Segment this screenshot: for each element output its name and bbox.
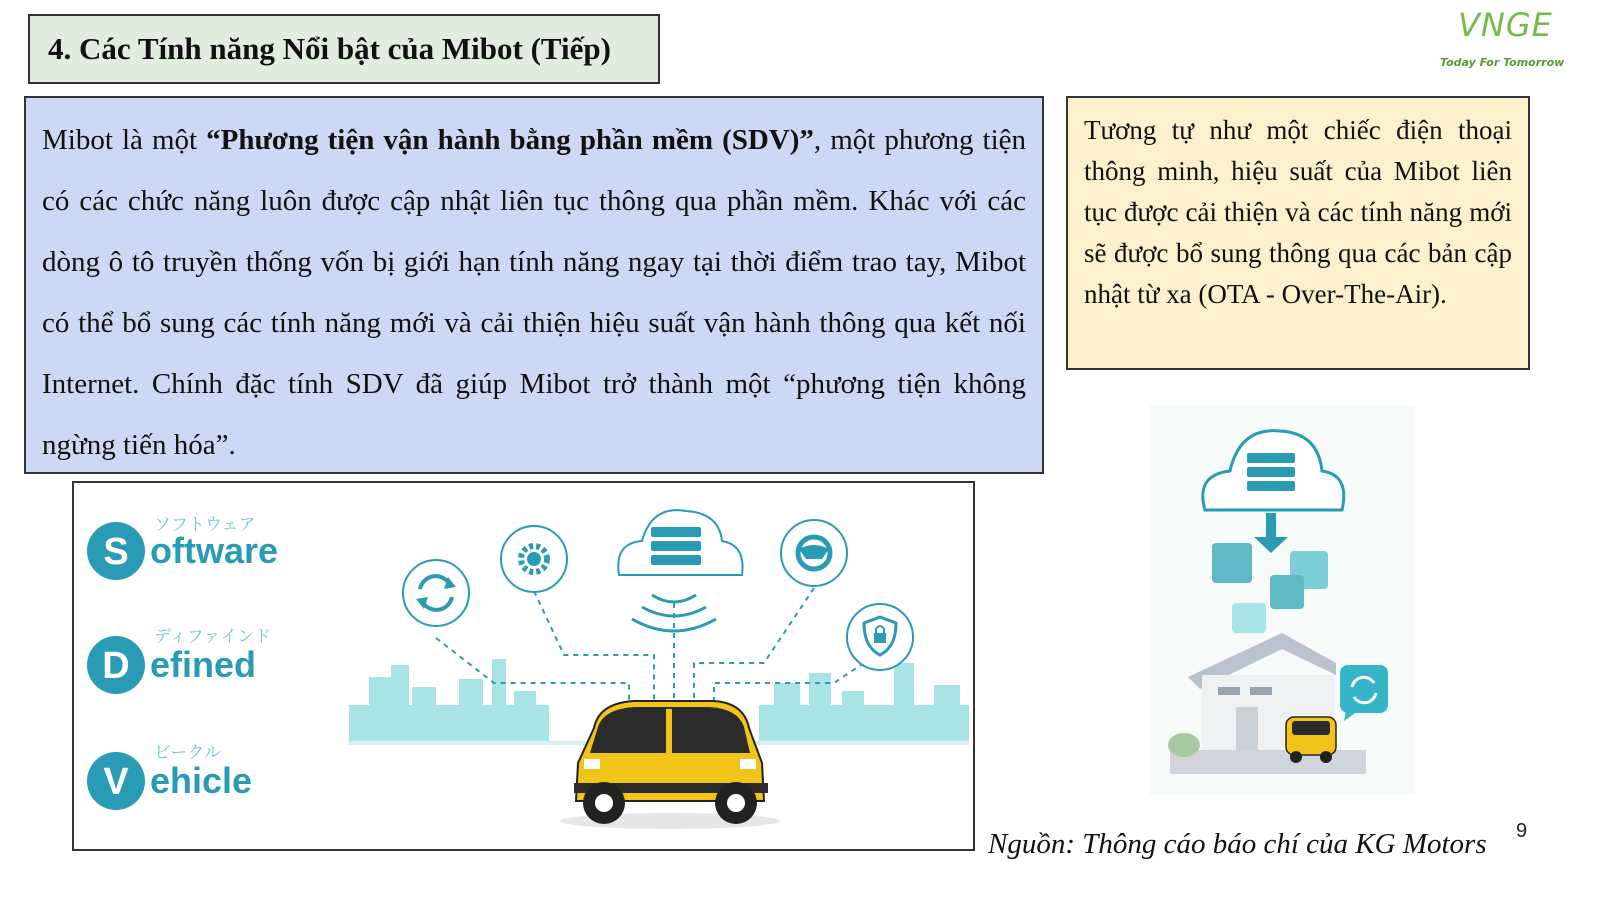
mibot-car [560, 701, 780, 829]
steering-wheel-icon [781, 520, 847, 586]
svg-text:ソフトウェア: ソフトウェア [154, 515, 256, 535]
ota-paragraph: Tương tự như một chiếc điện thoại thông minh, hiệu suất của Mibot liên tục được cải thiện và các tính năng mới sẽ được bổ sung thông qua các bản cập nhật từ xa (OTA - Over-The-Air). [1084, 115, 1512, 309]
sdv-illustration [72, 481, 975, 851]
gear-icon [501, 526, 567, 592]
svg-text:ehicle: ehicle [150, 760, 253, 801]
ota-illustration [1150, 405, 1415, 795]
sdv-word-defined [87, 627, 271, 694]
sdv-highlight: “Phương tiện vận hành bằng phần mềm (SDV)” [206, 124, 814, 156]
source-caption: Nguồn: Thông cáo báo chí của KG Motors [988, 828, 1487, 860]
slide-title: 4. Các Tính năng Nổi bật của Mibot (Tiếp) [48, 31, 611, 66]
sync-icon [403, 560, 469, 626]
main-paragraph: Mibot là một “Phương tiện vận hành bằng phần mềm (SDV)”, một phương tiện có các chức năng luôn được cập nhật liên tục thông qua phần mềm. Khác với các dòng ô tô truyền thống vốn bị giới hạn tính năng ngay tại thời điểm trao tay, Mibot có thể bổ sung các tính năng mới và cải thiện hiệu suất vận hành thông qua kết nối Internet. Chính đặc tính SDV đã giúp Mibot trở thành một “phương tiện không ngừng tiến hóa”. [42, 124, 1026, 461]
svg-text:S: S [103, 531, 129, 573]
sdv-word-vehicle [87, 743, 252, 810]
page-number: 9 [1516, 820, 1528, 842]
shield-lock-icon [847, 604, 913, 670]
logo-tagline: Today For Tomorrow [1440, 56, 1565, 69]
main-text-box [24, 96, 1044, 474]
svg-text:efined: efined [150, 644, 257, 685]
company-logo [1440, 6, 1590, 72]
svg-text:oftware: oftware [150, 530, 279, 571]
logo-mark: VNGE [1458, 6, 1553, 44]
svg-text:ディファインド: ディファインド [154, 627, 272, 647]
slide-title-box [28, 14, 660, 84]
svg-text:D: D [102, 645, 130, 687]
ota-note-box [1066, 96, 1530, 370]
sdv-word-software [87, 515, 278, 580]
svg-text:V: V [103, 761, 129, 803]
svg-text:ビークル: ビークル [154, 743, 221, 763]
sync-bubble-icon [1340, 665, 1388, 721]
cloud-server-icon [618, 510, 742, 631]
